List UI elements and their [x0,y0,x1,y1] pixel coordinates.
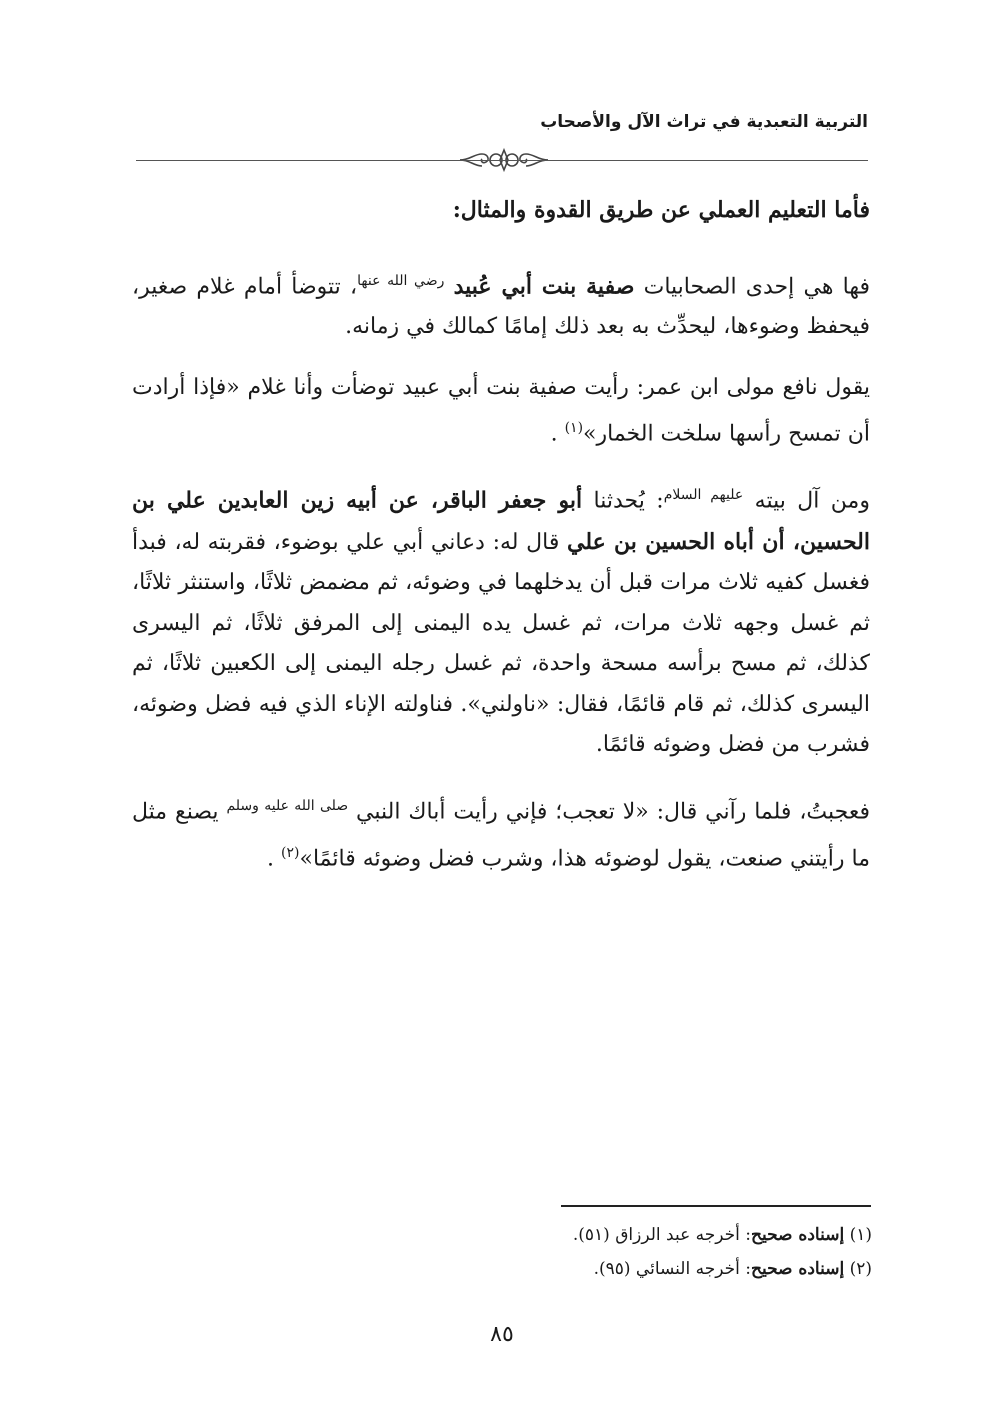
running-header-title: التربية التعبدية في تراث الآل والأصحاب [540,112,868,132]
honorific-glyph: صلى الله عليه وسلم [226,797,349,814]
honorific-glyph: عليهم السلام [663,487,744,504]
footnote-ref-2: (٢) [281,844,300,861]
footnote-ref-1: (١) [564,420,584,437]
paragraph-4 [132,786,870,880]
honorific-glyph: رضي الله عنها [357,272,445,289]
p4-text-2: يصنع مثل ما رأيتني صنعت، يقول لوضوئه هذا، وشرب فضل وضوئه قائمًا» [132,799,870,872]
p4-text-1: فعجبتُ، فلما رآني قال: «لا تعجب؛ فإني رأيت أباك النبي [348,799,871,825]
footnote-label: إسناده صحيح [750,1225,845,1245]
main-text [132,190,870,900]
footnote-item [573,1218,872,1252]
section-heading: فأما التعليم العملي عن طريق القدوة والمثال: [452,197,870,223]
p3-text-1: ومن آل بيته [743,488,870,514]
p3-text-2: : يُحدثنا [582,488,664,514]
footnote-rule [561,1205,871,1207]
p1-name-bold: صفية بنت أبي عُبيد [453,272,635,299]
footnote-number: (٢) [849,1259,872,1279]
p4-end: . [267,846,275,872]
page-number: ٨٥ [490,1322,514,1347]
p3-text-3: قال له: دعاني أبي علي بوضوء، فقربته له، فبدأ فغسل كفيه ثلاث مرات قبل أن يدخلهما في وضوئه، ثم مضمض ثلاثًا، واستنثر ثلاثًا، ثم غسل وجهه ثلاث مرات، ثم غسل يده اليمنى إلى المرفق ثلاثًا، ثم اليسرى كذلك، ثم مسح برأسه مسحة واحدة، ثم غسل رجله اليمنى إلى الكعبين ثلاثًا، ثم اليسرى كذلك، ثم قام قائمًا، فقال: «ناولني». فناولته الإناء الذي فيه فضل وضوئه، فشرب من فضل وضوئه قائمًا. [132,529,870,758]
p2-text: يقول نافع مولى ابن عمر: رأيت صفية بنت أبي عبيد توضأت وأنا غلام «فإذا أرادت أن تمسح رأسها سلخت الخمار» [132,374,870,447]
footnote-label: إسناده صحيح [750,1259,845,1279]
paragraph-1 [132,261,870,348]
footnote-text: : أخرجه النسائي (٩٥). [593,1259,751,1279]
p2-end: . [550,421,558,447]
p1-text-2: ، تتوضأ أمام غلام صغير، فيحفظ وضوءها، ليحدِّث به بعد ذلك إمامًا كمالك في زمانه. [132,273,870,340]
footnote-text: : أخرجه عبد الرزاق (٥١). [572,1225,751,1245]
paragraph-2 [132,368,870,455]
footnotes [573,1218,872,1286]
footnote-number: (١) [849,1225,872,1245]
p3-names-bold: أبو جعفر الباقر، عن أبيه زين العابدين علي بن الحسين، أن أباه الحسين بن علي [132,487,870,555]
paragraph-3 [132,475,870,766]
footnote-item [573,1252,872,1286]
p1-text-1: فها هي إحدى الصحابيات [634,273,871,299]
header-rule [136,160,868,161]
